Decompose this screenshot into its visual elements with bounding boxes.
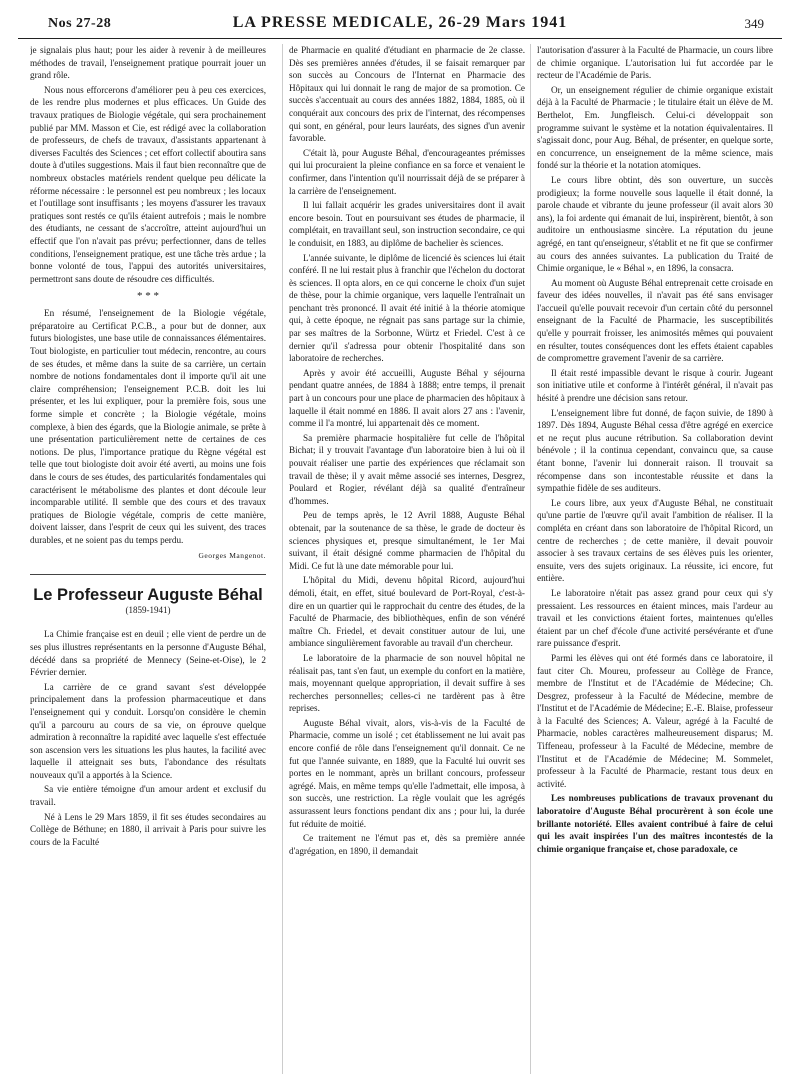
author-signature: Georges Mangenot.: [198, 550, 266, 560]
paragraph: Les nombreuses publications de travaux provenant du laboratoire d'Auguste Béhal procurèrent à son école une brillante notoriété. Elles avaient contribué à faire de celui qui les avait inspirées l'un des maîtres incontestés de la chimie organique française et, chose paradoxale, ce: [537, 793, 773, 854]
page-header: [18, 14, 782, 39]
paragraph: Le laboratoire n'était pas assez grand pour ceux qui s'y pressaient. Les ressources en étaient minces, mais l'ardeur au travail et les convictions étaient fortes, maintenues qu'elles étaient par un chef d'école d'une activité persévérante et d'une rare puissance d'esprit.: [537, 587, 773, 649]
paragraph: Sa vie entière témoigne d'un amour ardent et exclusif du travail.: [30, 784, 266, 808]
paragraph: Ce traitement ne l'émut pas et, dès sa première année d'agrégation, en 1890, il demandait: [289, 833, 525, 856]
paragraph: Nous nous efforcerons d'améliorer peu à peu ces exercices, de les rendre plus modernes et plus efficaces. Un Guide des travaux pratiques de Biologie végétale, qui sera prochainement publié par MM. Masson et Cie, est rédigé avec la collaboration de professeurs, de chefs de travaux, d'assistants appartenant à diverses Facultés des Sciences ; cet effort collectif aboutira sans doute à d'utiles suggestions. Mais il faut bien reconnaître que de nombreux obstacles matériels rendent quelque peu délicate la réforme nécessaire : le personnel est peu nombreux ; les locaux et l'outillage sont insuffisants ; les moyens d'assurer les travaux pratiques sont restés ce qu'ils étaient autrefois ; mais le nombre des étudiants, ne cessant de s'accroître, atteint aujourd'hui un effectif que l'on n'avait pas prévu; perfectionner, dans de telles conditions, l'enseignement pratique, est une tâche très ardue ; la bonne volonté de tous, l'appui des autorités universitaires, permettront sans doute de résoudre ces difficultés.: [30, 84, 266, 284]
issue-number: Nos 27-28: [48, 16, 112, 31]
paragraph: C'était là, pour Auguste Béhal, d'encourageantes prémisses qui lui procuraient la pleine confiance en sa force et venaient le confirmer, dans l'intention qu'il nourrissait déjà de se préparer à la carrière de l'enseignement.: [289, 147, 525, 196]
paragraph: Né à Lens le 29 Mars 1859, il fit ses études secondaires au Collège de Béthune; en 1880, il arrivait à Paris pour suivre les cours de la Faculté: [30, 811, 266, 847]
paragraph: En résumé, l'enseignement de la Biologie végétale, préparatoire au Certificat P.C.B., a pour but de donner, aux futurs biologistes, une base utile de connaissances élémentaires. Tout biologiste, en particulier tout médecin, rencontre, au cours de ses études, et même dans la suite de sa carrière, un certain nombre de notions fondamentales dont il importe qu'il ait une claire compréhension; l'enseignement P.C.B. doit les lui présenter, et les lui expliquer, pour la première fois, sous une forme simple et concrète ; la Biologie végétale, moins complexe, à bien des égards, que la Biologie animale, se prête à une présentation particulièrement nette de certaines de ces notions. De plus, l'importance pratique du Règne végétal est telle que tout biologiste doit avoir été averti, au moins une fois dans le cours de ses études, des particularités fondamentales qui caractérisent le métabolisme des plantes et dont découle leur incomparable utilité. Il semble que des cours et des travaux pratiques de Biologie végétale, compris de cette manière, doivent laisser, dans l'esprit de ceux qui les suivent, des traces durables, et ne soient pas du temps perdu.: [30, 308, 266, 545]
paragraph: Parmi les élèves qui ont été formés dans ce laboratoire, il faut citer Ch. Moureu, professeur au Collège de France, membre de l'Institut et de l'Académie de Médecine; Ch. Desgrez, professeur à la Faculté de Médecine, membre de l'Institut et de l'Académie de Médecine; E.-E. Blaise, professeur à la Faculté des Sciences; A. Valeur, agrégé à la Faculté de Pharmacie, nobles caractères malheureusement disparus; M. Tiffeneau, professeur à la Faculté de Médecine, membre de l'Institut et de l'Académie de Médecine; M. Sommelet, professeur à la Faculté de Pharmacie, restant tous deux en activité.: [537, 652, 773, 789]
paragraph: Au moment où Auguste Béhal entreprenait cette croisade en faveur des idées nouvelles, il n'avait pas été sans envisager l'accueil qu'elle pouvait recevoir d'un certain côté du personnel enseignant de la Faculté de Pharmacie, les susceptibilités qu'elle y pourrait froisser, les animosités mêmes qui pouvaient en résulter, toutes conséquences dont les effets étaient capables de compromettre gravement l'avenir de sa carrière.: [537, 277, 773, 364]
paragraph: L'enseignement libre fut donné, de façon suivie, de 1890 à 1897. Dès 1894, Auguste Béhal cessa d'être agrégé en exercice et ne reçut plus aucune rétribution. Sa collaboration devint bénévole ; il la continua cependant, convaincu que, sa cause étant bonne, l'avenir lui donnerait raison. Il trouvait sa récompense dans son incontestable réussite et dans la sympathie fidèle de ses auditeurs.: [537, 407, 773, 494]
column-3: [530, 44, 773, 1074]
paragraph: de Pharmacie en qualité d'étudiant en pharmacie de 2e classe. Dès ses premières années d'études, il se faisait remarquer par son succès au Concours de l'Internat en Pharmacie des Hôpitaux qui lui donnait le rang de major de sa promotion. Ce succès s'accentuait au cours des années 1882, 1884, 1885, où il conquérait aux concours des prix de l'internat, des récompenses qui sont, en général, pour leurs lauréats, des signes d'un avenir favorable.: [289, 45, 525, 144]
divider: [30, 574, 266, 575]
paragraph: l'autorisation d'assurer à la Faculté de Pharmacie, un cours libre de chimie organique. L'autorisation lui fut accordée par le recteur de l'Académie de Paris.: [537, 45, 773, 81]
paragraph: Le laboratoire de la pharmacie de son nouvel hôpital ne réalisait pas, tant s'en faut, un exemple du confort en la matière, mais, moyennant quelque appropriation, il devait suffire à ses recherches personnelles; celles-ci ne tardèrent pas à être reprises.: [289, 652, 525, 714]
paragraph: Il était resté impassible devant le risque à courir. Jugeant son initiative utile et conforme à l'intérêt général, il n'avait pas hésité à prendre une décision sans retour.: [537, 367, 773, 404]
paragraph: je signalais plus haut; pour les aider à revenir à de meilleures méthodes de travail, l'enseignement pratique pourrait jouer un grand rôle.: [30, 45, 266, 81]
article-title: Le Professeur Auguste Béhal: [33, 586, 263, 605]
paragraph: Le cours libre obtint, dès son ouverture, un succès prodigieux; la forme nouvelle sous laquelle il était donné, la parole chaude et vibrante du jeune professeur (il avait alors 30 ans), la foi ardente qui émanait de lui, inspirèrent, bientôt, à son auditoire un enthousiasme sincère. La réputation du jeune agrégé, en tant qu'enseigneur, s'établit et ne fit que se confirmer au cours des années suivantes. La publication du Traité de Chimie organique, le « Béhal », en 1896, la consacra.: [537, 174, 773, 274]
column-2: [282, 44, 525, 1074]
page-number: 349: [744, 16, 764, 31]
paragraph: Le cours libre, aux yeux d'Auguste Béhal, ne constituait qu'une partie de l'œuvre qu'il avait l'ambition de réaliser. Il la compléta en créant dans son laboratoire de l'hôpital Ricord, un centre de recherches ; de cette manière, il devait pouvoir associer à ses travaux certains de ses élèves puis les orienter, ensuite, vers des sujets originaux. La réussite, ici encore, fut entière.: [537, 497, 773, 584]
paragraph: Après y avoir été accueilli, Auguste Béhal y séjourna pendant quatre années, de 1884 à 1888; entre temps, il prenait part à un concours pour une place de pharmacien des hôpitaux à laquelle il était nommé en 1886. Il avait alors 27 ans : l'avenir, comme il l'a montré, lui appartenait dès ce moment.: [289, 367, 525, 429]
paragraph: La Chimie française est en deuil ; elle vient de perdre un de ses plus illustres représentants en la personne d'Auguste Béhal, décédé dans sa propriété de Mennecy (Seine-et-Oise), le 2 Février dernier.: [30, 629, 266, 678]
paragraph: Or, un enseignement régulier de chimie organique existait déjà à la Faculté de Pharmacie ; le titulaire était un élève de M. Berthelot, Em. Jungfleisch. Celui-ci développait son programme suivant le système et la notation équivalentaires. Il s'agissait donc, pour Aug. Béhal, de présenter, en quelque sorte, en concurrence, un enseignement de la même science, mais fondé sur la théorie et la notation atomiques.: [537, 84, 773, 171]
paragraph: La carrière de ce grand savant s'est développée principalement dans la profession pharmaceutique et dans l'enseignement qui y conduit. Lorsqu'on considère le chemin qu'il a parcouru au cours de sa vie, on éprouve quelque admiration à reconnaître la rapidité avec laquelle s'est effectuée son ascension vers les situations les plus hautes, la facilité avec laquelle il atteignait ses buts, l'abondance des résultats nouveaux qu'il a apportés à la Science.: [30, 681, 266, 780]
article-dates: (1859-1941): [125, 604, 171, 615]
paragraph: L'année suivante, le diplôme de licencié ès sciences lui était conféré. Il ne lui restait plus à franchir que l'échelon du doctorat ès sciences. Il opta alors, en ce qui concerne le choix d'un sujet de thèse, pour la chimie organique, vers laquelle l'entraînait un penchant très prononcé. Il avait été initié à la théorie atomique qui, à cette époque, ne régnait pas sans partage sur la chimie, par ses maîtres de la Sorbonne, Würtz et Friedel. C'est à ce dernier qu'il s'adressa pour obtenir l'hospitalité dans son laboratoire de recherches.: [289, 252, 525, 364]
paragraph: Auguste Béhal vivait, alors, vis-à-vis de la Faculté de Pharmacie, comme un isolé ; cet établissement ne lui avait pas encore confié de rôle dans l'enseignement qu'il donnait. Ce ne fut que l'année suivante, en 1889, que la Faculté lui ouvrit ses portes en le nommant, après un brillant concours, professeur agrégé. Mais, en même temps qu'elle l'admettait, elle imposa, à son succès, une restriction. La règle voulait que les agrégés assurassent leurs fonctions pendant dix ans ; pour lui, la durée fut réduite de moitié.: [289, 717, 525, 829]
paragraph: Sa première pharmacie hospitalière fut celle de l'hôpital Bichat; il y trouvait l'avantage d'un laboratoire bien à lui où il pouvait réaliser une partie des expériences que réclamait son travail de thèse; il y avait même associé ses internes, Desgrez, Poulard et Rogier, révélant déjà sa qualité d'entraîneur d'hommes.: [289, 432, 525, 506]
paragraph: Peu de temps après, le 12 Avril 1888, Auguste Béhal obtenait, par la soutenance de sa thèse, le grade de docteur ès sciences physiques et, presque simultanément, le 1er Mai suivant, il était désigné comme pharmacien de l'hôpital du Midi. Ce fut là une date mémorable pour lui.: [289, 510, 525, 571]
paragraph: L'hôpital du Midi, devenu hôpital Ricord, aujourd'hui démoli, était, en effet, situé boulevard de Port-Royal, c'est-à-dire en un quartier qui le rapprochait du centre des études, de la Faculté de Pharmacie, des bibliothèques, enfin de son vénéré maître Ch. Friedel, et devait constituer autour de lui, une ambiance singulièrement favorable au travail d'un chercheur.: [289, 575, 525, 649]
section-separator: * * *: [137, 290, 159, 303]
column-1: [30, 44, 266, 1074]
journal-title: LA PRESSE MEDICALE, 26-29 Mars 1941: [232, 14, 568, 31]
paragraph: Il lui fallait acquérir les grades universitaires dont il avait encore besoin. Tout en poursuivant ses études de pharmacie, il complétait, en travaillant seul, son instruction secondaire, ce qui le conduisit, en 1883, au diplôme de bachelier ès sciences.: [289, 200, 525, 248]
